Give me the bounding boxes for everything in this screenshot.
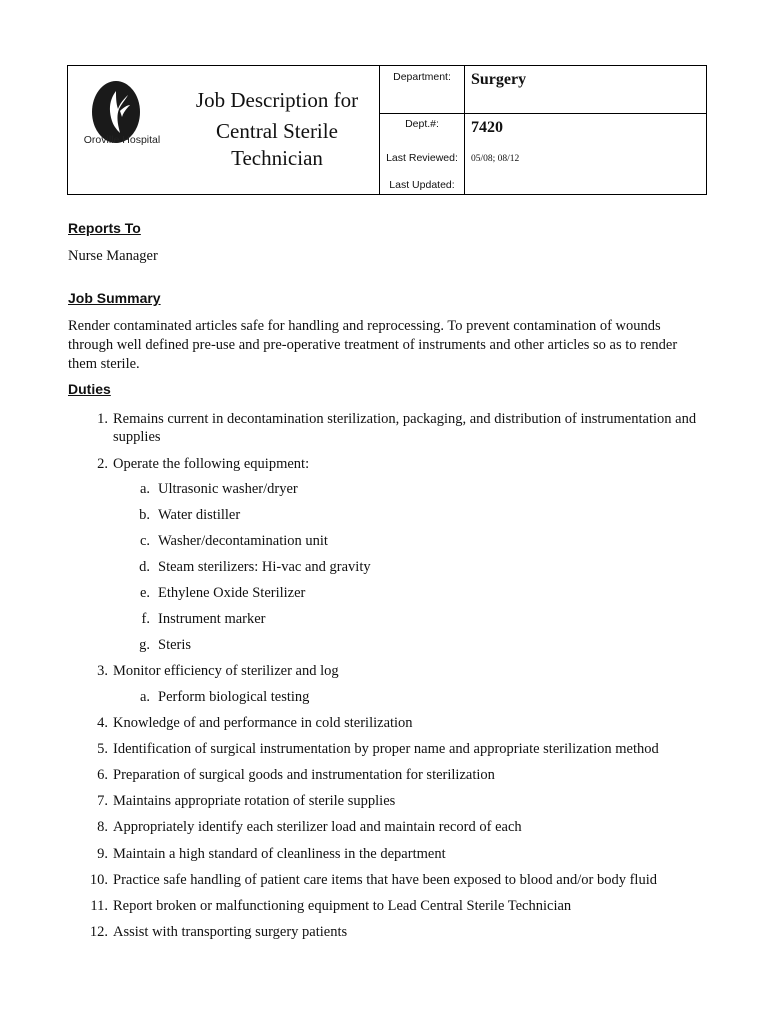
title-line-3: Technician <box>231 146 323 170</box>
title-line-1: Job Description for <box>195 88 359 112</box>
reports-to-heading: Reports To <box>68 220 141 236</box>
department-value: Surgery <box>471 71 527 88</box>
divider <box>464 66 465 194</box>
job-summary-heading: Job Summary <box>68 290 161 306</box>
department-label: Department: <box>393 71 451 83</box>
last-reviewed-value: 05/08; 08/12 <box>471 154 520 164</box>
header-table <box>67 65 707 195</box>
dept-num-label: Dept.#: <box>405 118 439 130</box>
divider <box>379 66 380 194</box>
logo-text: Oroville Hospital <box>83 134 161 146</box>
document-title <box>174 66 380 194</box>
title-line-2: Central Sterile <box>216 119 338 143</box>
reports-to-text: Nurse Manager <box>68 248 158 264</box>
last-reviewed-label: Last Reviewed: <box>386 152 458 164</box>
duties-heading: Duties <box>68 381 111 397</box>
last-updated-label: Last Updated: <box>389 179 455 191</box>
logo <box>68 66 174 194</box>
job-summary-text: Render contaminated articles safe for handling and reprocessing. To prevent contamination of wounds through well defined pre-use and pre-operative treatment of instruments and other articles so as to render them sterile. <box>68 318 678 372</box>
dept-num-value: 7420 <box>471 119 503 136</box>
divider <box>379 113 706 114</box>
